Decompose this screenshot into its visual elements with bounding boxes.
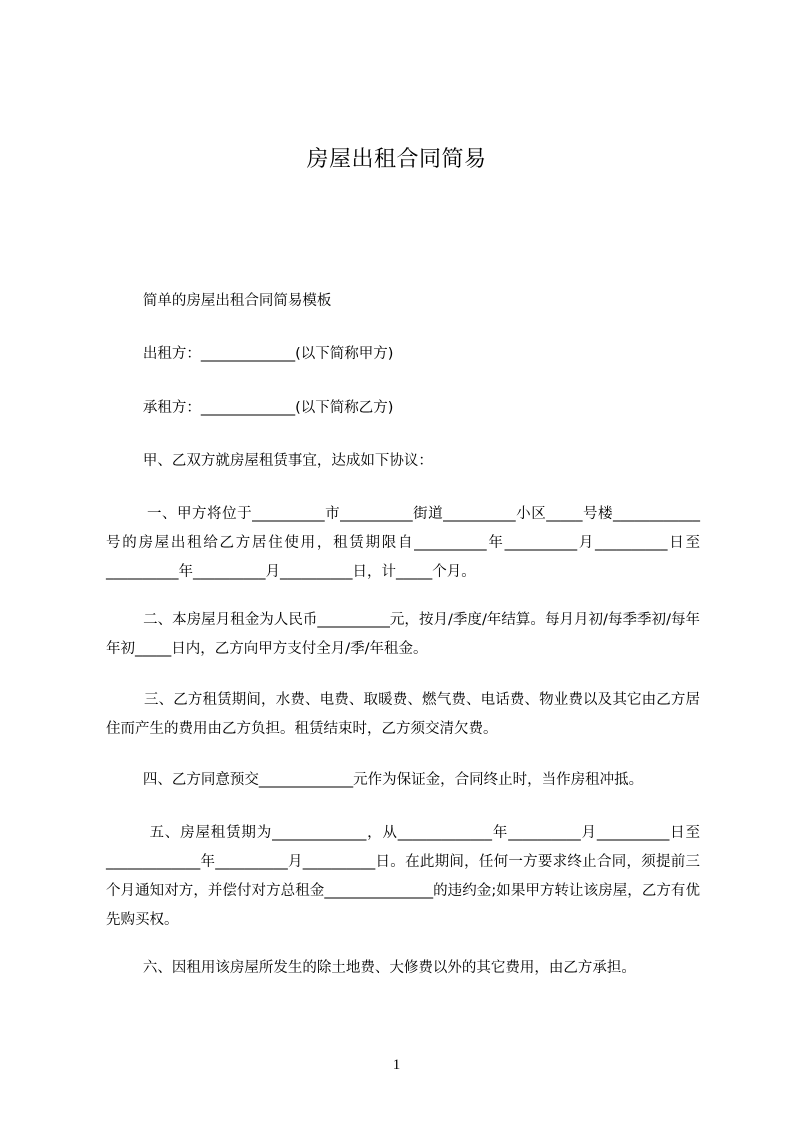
page-number: 1 (392, 1057, 401, 1073)
paragraph-clause-5: 五、房屋租赁期为_____________，从_____________年__________月__________日至_____________年__________月__________日。在此期间，任何一方要求终止合同，须提前三个月通知对方，并偿付对方总租金_______________的违约金;如果甲方转让该房屋，乙方有优先购买权。 (106, 825, 701, 928)
paragraph-lessor: 出租方：_____________(以下简称甲方) (106, 346, 394, 362)
paragraph-clause-1: 一、甲方将位于__________市__________街道__________小区_____号楼____________号的房屋出租给乙方居住使用，租赁期限自__________年__________月__________日至__________年__________月__________日，计_____个月。 (106, 506, 701, 580)
paragraph-lessee: 承租方：_____________(以下简称乙方) (106, 400, 394, 416)
paragraph-clause-2: 二、本房屋月租金为人民币__________元，按月/季度/年结算。每月月初/每季季初/每年年初_____日内，乙方向甲方支付全月/季/年租金。 (106, 612, 700, 657)
paragraph-clause-6: 六、因租用该房屋所发生的除土地费、大修费以外的其它费用，由乙方承担。 (106, 960, 636, 976)
document-title: 房屋出租合同简易 (306, 147, 487, 172)
paragraph-agreement-intro: 甲、乙双方就房屋租赁事宜，达成如下协议： (106, 453, 433, 469)
paragraph-clause-4: 四、乙方同意预交_____________元作为保证金，合同终止时，当作房租冲抵。 (106, 772, 644, 788)
paragraph-clause-3: 三、乙方租赁期间，水费、电费、取暖费、燃气费、电话费、物业费以及其它由乙方居住而产生的费用由乙方负担。租赁结束时，乙方须交清欠费。 (106, 692, 701, 737)
paragraph-template-name: 简单的房屋出租合同简易模板 (106, 293, 332, 309)
